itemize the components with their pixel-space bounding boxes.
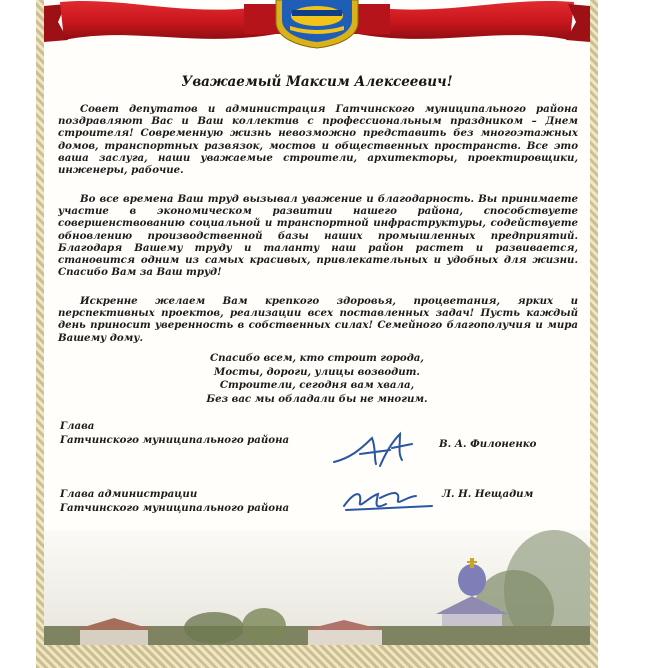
paragraph-text: Во все времена Ваш труд вызывал уважение и благодарность. Вы принимаете участие в экономическом развитии нашего района, способствуете совершенствованию социальной и транспортной инфраструктуры, содействуете обновлению производственной базы наших промышленных предприятий. Благодаря Вашему труду и таланту наш район растет и развивается, становится одним из самых красивых, привлекательных и удобных для жизни. Спасибо Вам за Ваш труд! [58, 193, 578, 279]
signatory-2-title [60, 488, 289, 515]
signatory-title-line: Гатчинского муниципального района [60, 501, 290, 514]
header-ribbon [44, 0, 590, 62]
signatory-1-title [60, 420, 289, 447]
signature-1 [330, 428, 416, 472]
signatory-2-name: Л. Н. Нещадим [442, 488, 534, 500]
poem-line: Строители, сегодня вам хвала, [219, 379, 415, 392]
town-photo [44, 530, 590, 645]
signatory-title-line: Гатчинского муниципального района [60, 433, 290, 446]
signature-2 [340, 484, 436, 518]
poem [44, 352, 590, 406]
paragraph-1 [58, 103, 578, 176]
paragraph-text: Искренне желаем Вам крепкого здоровья, процветания, ярких и перспективных проектов, реализации всех поставленных задач! Пусть каждый день приносит уверенность в собственных силах! Семейного благополучия и мира Вашему дому. [58, 295, 578, 344]
signatory-title-line: Глава [60, 420, 95, 432]
paragraph-3 [58, 295, 578, 344]
poem-line: Спасибо всем, кто строит города, [210, 352, 424, 364]
greeting-heading: Уважаемый Максим Алексеевич! [181, 74, 453, 90]
paragraph-text: Совет депутатов и администрация Гатчинского муниципального района поздравляют Вас и Ваш коллектив с профессиональным праздником – Днем строителя! Современную жизнь невозможно представить без многоэтажных домов, транспортных развязок, мостов и общественных пространств. Все это ваша заслуга, наши уважаемые строители, архитекторы, проектировщики, инженеры, рабочие. [58, 103, 578, 177]
poem-line: Мосты, дороги, улицы возводит. [214, 365, 420, 378]
greeting-card [44, 0, 590, 645]
paragraph-2 [58, 193, 578, 278]
signatory-1-name: В. А. Филоненко [439, 438, 537, 450]
signatory-title-line: Глава администрации [60, 488, 198, 500]
coat-of-arms-icon [276, 0, 358, 48]
poem-line: Без вас мы обладали бы не многим. [206, 392, 428, 405]
